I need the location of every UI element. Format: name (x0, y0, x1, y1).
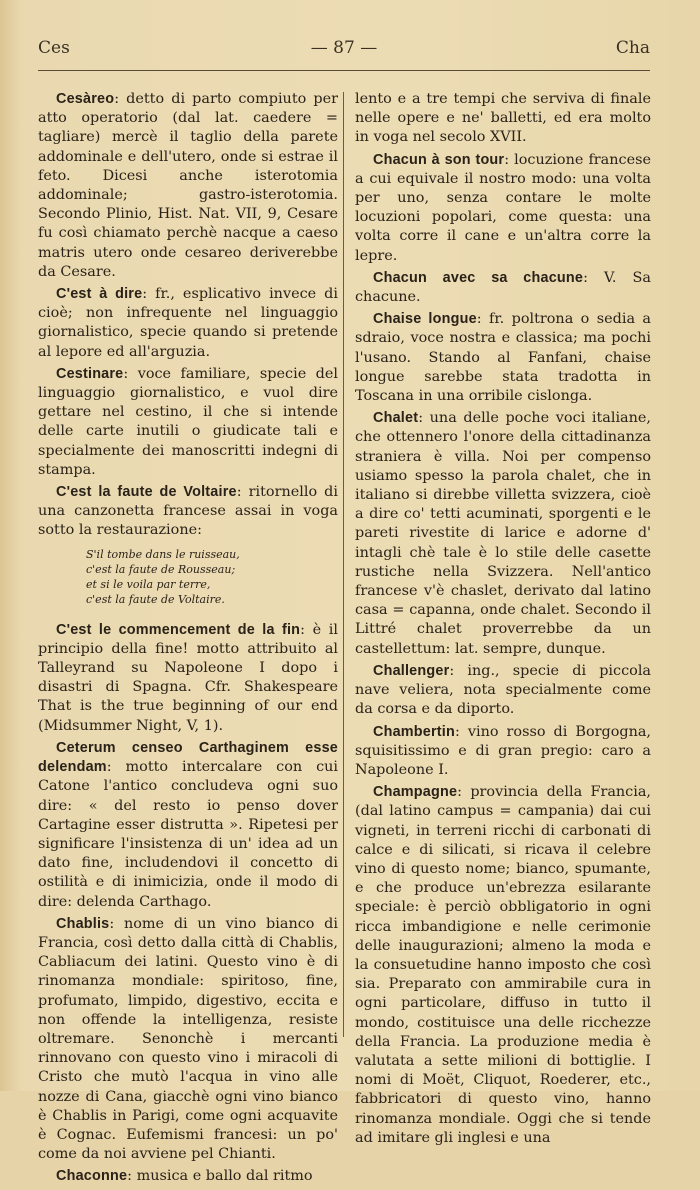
header-rule (38, 70, 650, 71)
entry-chambertin (355, 723, 651, 781)
entry-term: C'est à dire (56, 286, 143, 303)
entry-text: : V. Sa chacune. (355, 269, 651, 306)
entry-text: : musica e ballo dal ritmo (127, 1168, 313, 1185)
entry-text: : una delle poche voci italiane, che ottennero l'onore della cittadinanza straniera è villa. Noi per compenso usiamo spesso la parola chalet, che in italiano si direbbe villetta svizzera, cioè a dire co' tetti acuminati, sporgenti e le pareti rivestite di larice e adorne d' intagli chè tale è lo stile delle casette rustiche nella Svizzera. Nell'antico francese v'è chaslet, derivato dal latino casa = capanna, onde chalet. Secondo il Littré chalet proverrebbe da un castellettum: lat. sempre, dunque. (355, 410, 651, 657)
entry-champagne (355, 783, 651, 1148)
entry-term: Chacun à son tour (373, 151, 505, 168)
entry-chablis (38, 915, 338, 1165)
verse-line: S'il tombe dans le ruisseau, (86, 547, 240, 561)
entry-text: : nome di un vino bianco di Francia, così detto dalla città di Chablis, Cabliacum dei latini. Questo vino è di rinomanza mondiale: spiritoso, fine, profumato, limpido, digestivo, eccita e non offende la intelligenza, resiste oltremare. Senonchè i mercanti rinnovano con questo vino i miracoli di Cristo che mutò l'acqua in vino alle nozze di Cana, giacchè ogni vino bianco è Chablis in Parigi, come ogni acquavite è Cognac. Eufemismi francesi: un po' come da noi avviene pel Chianti. (38, 915, 338, 1163)
entry-term: Chablis (56, 915, 110, 932)
entry-term: Chambertin (373, 723, 455, 740)
entry-cest-a-dire (38, 285, 338, 362)
entry-term: Cesàreo (56, 91, 115, 107)
entry-cestinare (38, 365, 338, 480)
entry-ceterum-censeo (38, 739, 338, 912)
entry-text: : vino rosso di Borgogna, squisitissimo e di gran pregio: caro a Napoleone I. (355, 723, 651, 778)
continued-text: lento e a tre tempi che serviva di finale nelle opere e ne' balletti, ed era molto in voga nel secolo XVII. (355, 91, 651, 146)
entry-text: : voce familiare, specie del linguaggio giornalistico, e vuol dire gettare nel cestino, il che si intende delle carte inutili o giudicate tali e specialmente dei manoscritti indegni di stampa. (38, 365, 338, 478)
entry-text: : fr., esplicativo invece di cioè; non infrequente nel linguaggio giornalistico, specie quando si pretende al lepore ed all'arguzia. (38, 286, 338, 360)
entry-term: C'est la faute de Voltaire (56, 484, 237, 501)
entry-text: : è il principio della fine! motto attribuito al Talleyrand su Napoleone I dopo i disastri di Spagna. Cfr. Shakespeare That is the true beginning of our end (Midsummer Night, V, 1). (38, 621, 339, 734)
entry-term: Cestinare (56, 365, 124, 382)
entry-term: Ceterum censeo Carthaginem esse delendam (38, 739, 338, 776)
entry-text: : locuzione francese a cui equivale il nostro modo: una volta per uno, senza contare le molte locuzioni popolari, come questa: una volta corre il cane e un'altra corre la lepre. (355, 151, 651, 264)
entry-term: Chaconne (56, 1168, 128, 1185)
entry-text: : fr. poltrona o sedia a sdraio, voce nostra e classica; ma pochi l'usano. Stando al Fanfani, chaise longue sarebbe stata tradotta in Toscana in una orribile cislonga. (355, 311, 652, 405)
header-right-guide-word: Cha (615, 38, 650, 58)
running-header (38, 38, 650, 64)
entry-text: : detto di parto compiuto per atto operatorio (dal lat. caedere = tagliare) mercè il taglio della parete addominale e dell'utero, onde si estrae il feto. Dicesi anche isterotomia addominale; gastro-isterotomia. Secondo Plinio, Hist. Nat. VII, 9, Cesare fu così chiamato perchè nacque a caeso matris utero onde cesareo deriverebbe da Cesare. (38, 91, 338, 280)
entry-commencement-de-la-fin (38, 621, 338, 736)
verse-line: c'est la faute de Voltaire. (86, 592, 225, 606)
entry-text: : ritornello di una canzonetta francese assai in voga sotto la restaurazione: (38, 484, 338, 539)
column-divider (343, 92, 344, 1037)
entry-term: Champagne (373, 784, 458, 801)
page-number: — 87 — (310, 38, 378, 58)
right-column (355, 90, 651, 1151)
entry-chacun-a-son-tour (355, 151, 651, 266)
left-column (38, 90, 338, 1190)
entry-cesareo (38, 90, 338, 282)
verse-line: c'est la faute de Rousseau; (86, 562, 236, 576)
entry-challenger (355, 662, 651, 720)
entry-term: Chaise longue (373, 311, 477, 328)
entry-text: : motto intercalare con cui Catone l'antico concludeva ogni suo dire: « del resto io penso dover Cartagine esser distrutta ». Ripetesi per significare l'insistenza di un' idea ad un dato fine, includendovi il concetto di ostilità e di inimicizia, onde il modo di dire: delenda Carthago. (38, 759, 338, 910)
entry-term: Challenger (373, 662, 450, 679)
entry-term: Chacun avec sa chacune (373, 269, 584, 286)
entry-chalet (355, 409, 651, 659)
entry-term: C'est le commencement de la fin (56, 621, 301, 638)
verse-line: et si le voila par terre, (86, 577, 211, 591)
entry-chaise-longue (355, 310, 651, 406)
entry-chaconne (38, 1167, 338, 1186)
entry-text: : provincia della Francia, (dal latino campus = campania) dai cui vigneti, in terreni ricchi di carbonati di calce e di silicati, si ricava il celebre vino di questo nome; bianco, spumante, e che produce un'ebrezza esilarante speciale: è perciò obbligatorio in ogni ricca imbandigione e nelle cerimonie delle inaugurazioni; almeno la moda e la consuetudine hanno imposto che così sia. Preparato con ammirabile cura in ogni particolare, diffuso in tutto il mondo, costituisce una delle ricchezze della Francia. La produzione media è valutata a sette milioni di bottiglie. I nomi di Moët, Cliquot, Roederer, etc., fabbricatori di questo vino, hanno rinomanza mondiale. Oggi che si tende ad imitare gli inglesi e una (355, 784, 651, 1146)
entry-cest-la-faute (38, 483, 338, 541)
header-left-guide-word: Ces (38, 38, 70, 58)
verse-quote (86, 547, 338, 607)
entry-text: : ing., specie di piccola nave veliera, nota specialmente come da corsa e da diporto. (355, 662, 651, 718)
entry-chacun-avec-sa-chacune (355, 269, 651, 307)
entry-term: Chalet (373, 410, 419, 427)
